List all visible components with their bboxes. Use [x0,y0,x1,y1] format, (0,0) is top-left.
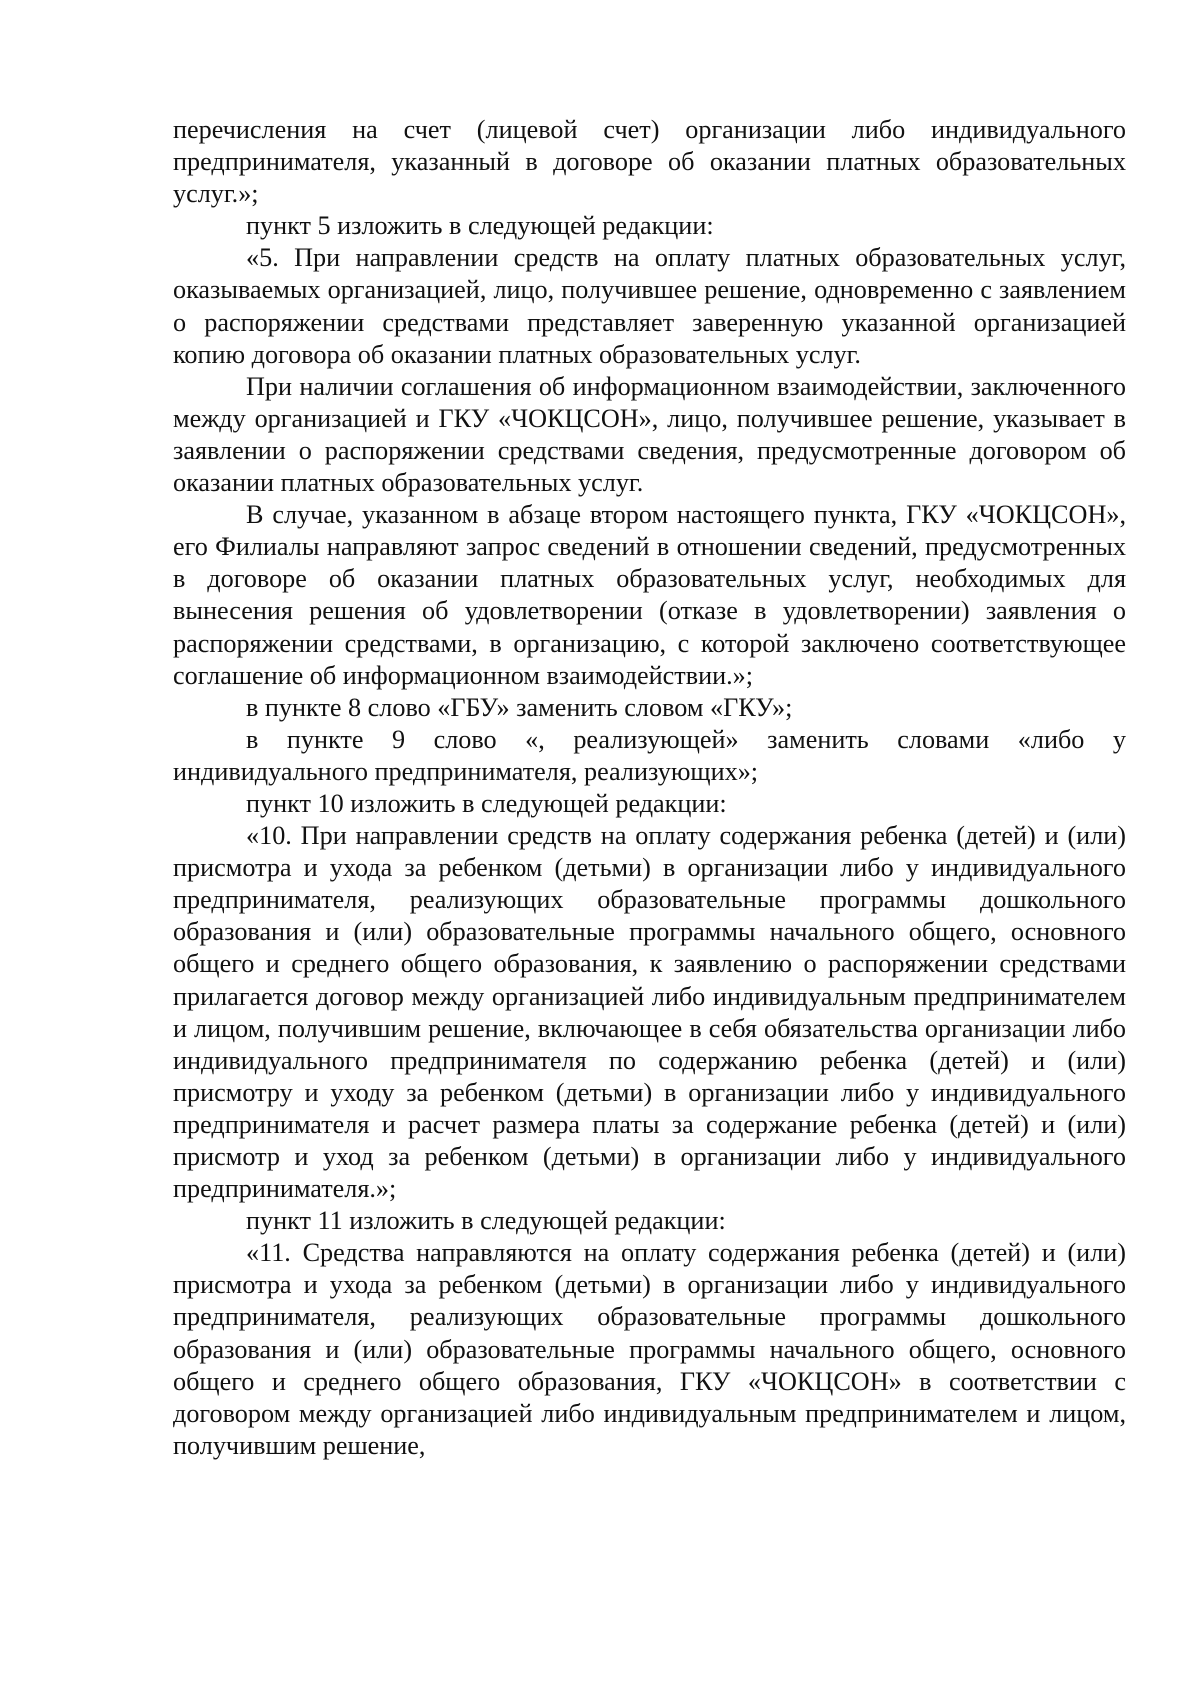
document-body [173,114,1126,1462]
paragraph-item-10-intro: пункт 10 изложить в следующей редакции: [246,788,727,818]
paragraph-request-info: В случае, указанном в абзаце втором настоящего пункта, ГКУ «ЧОКЦСОН», его Филиалы направляют запрос сведений в отношении сведений, предусмотренных в договоре об оказании платных образовательных услуг, необходимых для вынесения решения об удовлетворении (отказе в удовлетворении) заявления о распоряжении средствами, в организацию, с которой заключено соответствующее соглашение об информационном взаимодействии.»; [173,500,1126,690]
paragraph-continuation: перечисления на счет (лицевой счет) организации либо индивидуального предпринимателя, указанный в договоре об оказании платных образовательных услуг.»; [173,115,1126,209]
paragraph-item-5-text: «5. При направлении средств на оплату платных образовательных услуг, оказываемых организацией, лицо, получившее решение, одновременно с заявлением о распоряжении средствами представляет заверенную указанной организацией копию договора об оказании платных образовательных услуг. [173,243,1126,369]
paragraph-item-11-text: «11. Средства направляются на оплату содержания ребенка (детей) и (или) присмотра и ухода за ребенком (детьми) в организации либо у индивидуального предпринимателя, реализующих образовательные программы дошкольного образования и (или) образовательные программы начального общего, основного общего и среднего общего образования, ГКУ «ЧОКЦСОН» в соответствии с договором между организацией либо индивидуальным предпринимателем и лицом, получившим решение, [173,1238,1126,1460]
paragraph-item-5-intro: пункт 5 изложить в следующей редакции: [246,211,714,241]
paragraph-item-10-text: «10. При направлении средств на оплату содержания ребенка (детей) и (или) присмотра и ухода за ребенком (детьми) в организации либо у индивидуального предпринимателя, реализующих образовательные программы дошкольного образования и (или) образовательные программы начального общего, основного общего и среднего общего образования, к заявлению о распоряжении средствами прилагается договор между организацией либо индивидуальным предпринимателем и лицом, получившим решение, включающее в себя обязательства организации либо индивидуального предпринимателя по содержанию ребенка (детей) и (или) присмотру и уходу за ребенком (детьми) в организации либо у индивидуального предпринимателя и расчет размера платы за содержание ребенка (детей) и (или) присмотр и уход за ребенком (детьми) в организации либо у индивидуального предпринимателя.»; [173,821,1126,1204]
paragraph-item-11-intro: пункт 11 изложить в следующей редакции: [246,1206,726,1236]
paragraph-info-agreement: При наличии соглашения об информационном взаимодействии, заключенного между организацией и ГКУ «ЧОКЦСОН», лицо, получившее решение, указывает в заявлении о распоряжении средствами сведения, предусмотренные договором об оказании платных образовательных услуг. [173,371,1126,498]
paragraph-item-8: в пункте 8 слово «ГБУ» заменить словом «ГКУ»; [246,692,793,722]
paragraph-item-9: в пункте 9 слово «, реализующей» заменить словами «либо у индивидуального предпринимателя, реализующих»; [173,724,1126,786]
